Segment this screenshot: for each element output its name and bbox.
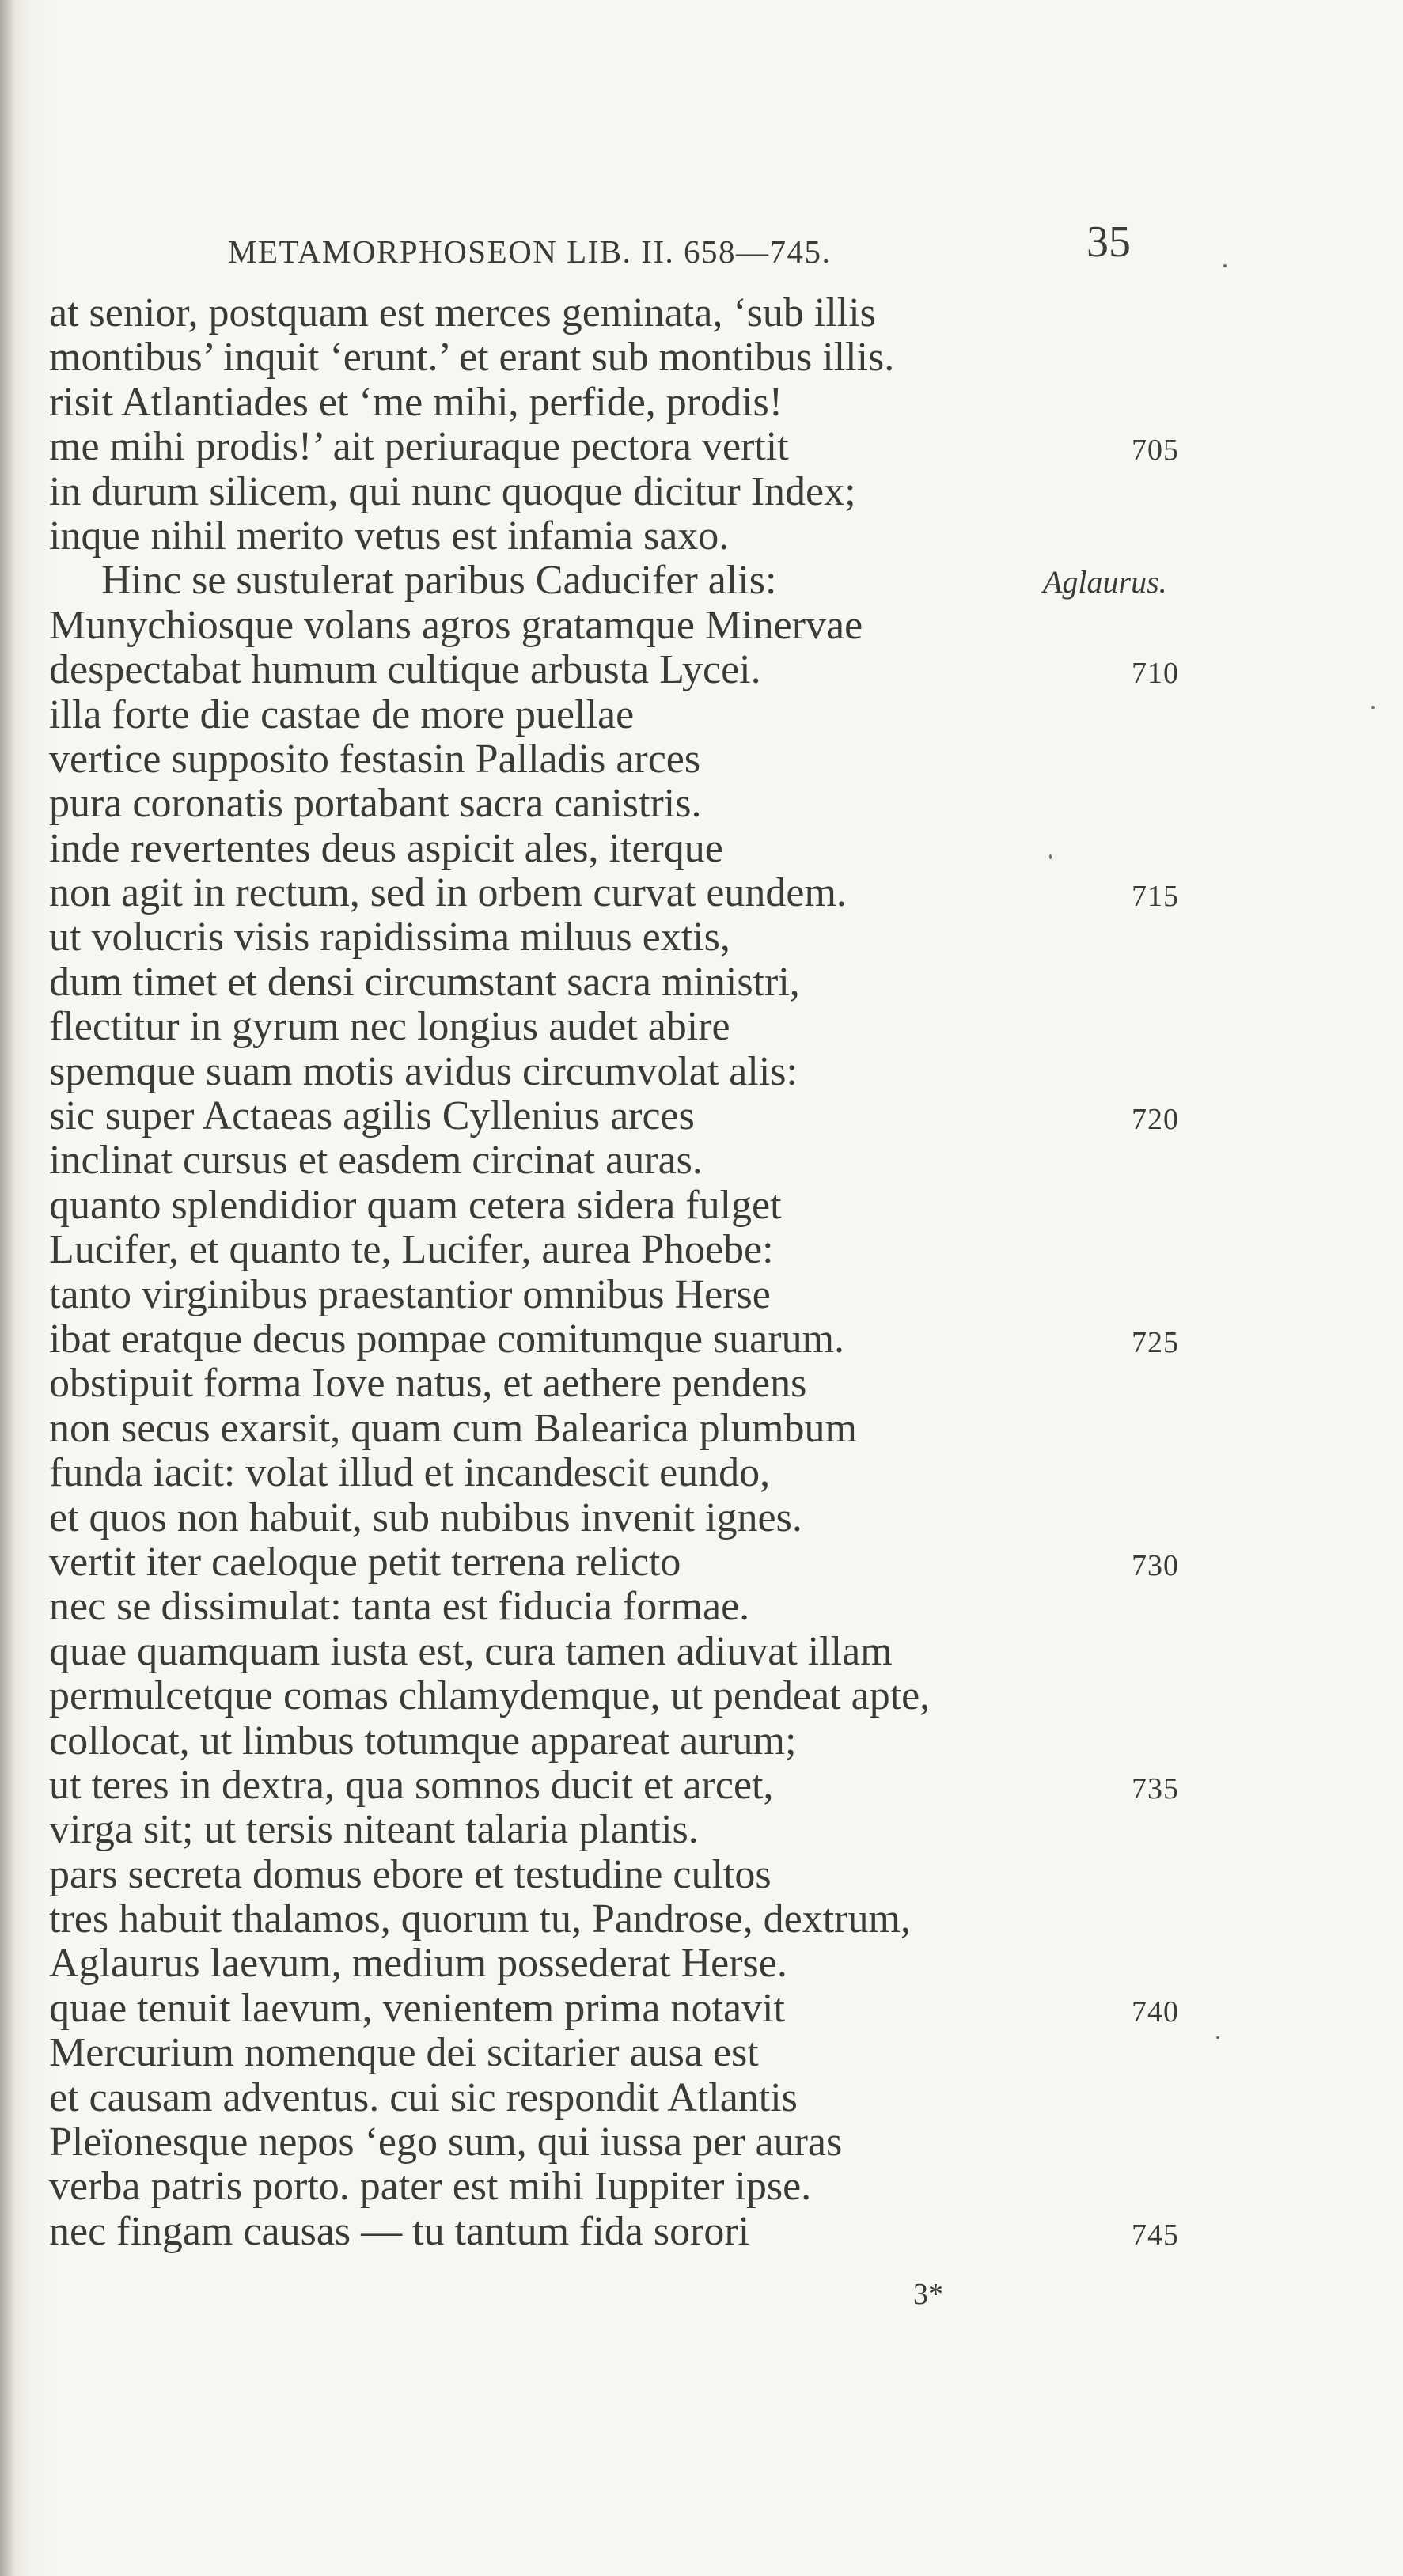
verse-text: risit Atlantiades et ‘me mihi, perfide, prodis! (49, 379, 783, 425)
verse-text: quae quamquam iusta est, cura tamen adiuvat illam (49, 1628, 893, 1674)
line-number: 705 (1132, 434, 1179, 468)
verse-line (49, 2031, 1378, 2075)
verse-text: despectabat humum cultique arbusta Lycei. (49, 647, 761, 693)
verse-text: inque nihil merito vetus est infamia saxo. (49, 513, 730, 559)
running-title: METAMORPHOSEON LIB. II. 658—745. (228, 233, 832, 270)
paper-speck (1371, 706, 1375, 709)
line-number: 720 (1132, 1103, 1179, 1137)
line-number: 715 (1132, 880, 1179, 914)
verse-line (49, 1362, 1378, 1406)
verse-line (49, 559, 1378, 603)
verse-line (49, 604, 1378, 648)
verse-line (49, 514, 1378, 559)
verse-text: in durum silicem, qui nunc quoque dicitur Index; (49, 468, 856, 514)
verse-line (49, 1540, 1378, 1585)
verse-text: Lucifer, et quanto te, Lucifer, aurea Phoebe: (49, 1227, 774, 1273)
line-number: 745 (1132, 2218, 1179, 2252)
verse-line (49, 335, 1378, 380)
verse-line (49, 1407, 1378, 1451)
verse-text: inde revertentes deus aspicit ales, iterque (49, 825, 723, 871)
verse-text: tanto virginibus praestantior omnibus Herse (49, 1271, 771, 1317)
verse-text: nec se dissimulat: tanta est fiducia formae. (49, 1584, 750, 1630)
verse-text: et causam adventus. cui sic respondit Atlantis (49, 2074, 798, 2120)
verse-text: Aglaurus laevum, medium possederat Herse. (49, 1941, 787, 1987)
verse-text: montibus’ inquit ‘erunt.’ et erant sub montibus illis. (49, 335, 895, 381)
verse-line (49, 782, 1378, 826)
verse-line (49, 425, 1378, 469)
verse-line (49, 871, 1378, 915)
verse-text: inclinat cursus et easdem circinat auras. (49, 1138, 703, 1184)
verse-line (49, 1228, 1378, 1272)
verse-text: quanto splendidior quam cetera sidera fulget (49, 1182, 782, 1228)
verse-text: pars secreta domus ebore et testudine cultos (49, 1851, 772, 1897)
verse-line (49, 1005, 1378, 1049)
verse-line (49, 291, 1378, 335)
page-number: 35 (1086, 218, 1131, 267)
line-number: 725 (1132, 1325, 1179, 1359)
verse-text: Pleïonesque nepos ‘ego sum, qui iussa per auras (49, 2120, 843, 2165)
line-number: 740 (1132, 1995, 1179, 2029)
verse-text: non agit in rectum, sed in orbem curvat eundem. (49, 870, 847, 916)
verse-text: illa forte die castae de more puellae (49, 691, 635, 737)
paper-speck (1049, 854, 1052, 859)
verse-text: vertit iter caeloque petit terrena relicto (49, 1539, 681, 1585)
verse-line (49, 960, 1378, 1005)
verse-text: quae tenuit laevum, venientem prima notavit (49, 1985, 785, 2031)
verse-line (49, 1674, 1378, 1718)
verse-line (49, 470, 1378, 514)
verse-line (49, 1585, 1378, 1629)
verse-line (49, 1138, 1378, 1183)
verse-line (49, 1184, 1378, 1228)
verse-line (49, 2120, 1378, 2165)
verse-line (49, 1496, 1378, 1540)
verse-line (49, 693, 1378, 737)
verse-text: permulcetque comas chlamydemque, ut pendeat apte, (49, 1673, 931, 1719)
verse-text: funda iacit: volat illud et incandescit eundo, (49, 1450, 771, 1496)
verse-text: Hinc se sustulerat paribus Caducifer alis: (101, 558, 777, 604)
verse-line (49, 1050, 1378, 1094)
verse-text: nec fingam causas — tu tantum fida sorori (49, 2208, 750, 2254)
running-header (228, 218, 1131, 277)
verse-text: Mercurium nomenque dei scitarier ausa est (49, 2030, 759, 2076)
verse-line (49, 1853, 1378, 1897)
verse-line (49, 915, 1378, 960)
verse-text: ut teres in dextra, qua somnos ducit et arcet, (49, 1762, 774, 1808)
verse-line (49, 1273, 1378, 1317)
verse-line (49, 1317, 1378, 1362)
page-gutter-shadow (0, 0, 14, 2576)
line-number: 730 (1132, 1548, 1179, 1582)
verse-line (49, 1987, 1378, 2031)
verse-text: dum timet et densi circumstant sacra ministri, (49, 959, 800, 1005)
verse-text: verba patris porto. pater est mihi Iuppiter ipse. (49, 2164, 812, 2210)
verse-line (49, 1719, 1378, 1763)
verse-text: ut volucris visis rapidissima miluus extis, (49, 915, 730, 960)
verse-text: flectitur in gyrum nec longius audet abire (49, 1004, 730, 1050)
verse-line (49, 1897, 1378, 1941)
verse-line (49, 1094, 1378, 1138)
verse-line (49, 2210, 1378, 2254)
verse-line (49, 1630, 1378, 1674)
verse-line (49, 1763, 1378, 1808)
verse-text: Munychiosque volans agros gratamque Minervae (49, 602, 863, 648)
verse-line (49, 381, 1378, 425)
paper-speck (1223, 264, 1227, 267)
verse-text: ibat eratque decus pompae comitumque suarum. (49, 1316, 845, 1362)
verse-text: non secus exarsit, quam cum Balearica plumbum (49, 1405, 857, 1451)
verse-line (49, 737, 1378, 782)
verse-text: collocat, ut limbus totumque appareat aurum; (49, 1718, 797, 1763)
line-number: 710 (1132, 657, 1179, 691)
verse-line (49, 1451, 1378, 1495)
verse-line (49, 1808, 1378, 1852)
verse-text: me mihi prodis!’ ait periuraque pectora vertit (49, 424, 789, 470)
verse-text: tres habuit thalamos, quorum tu, Pandrose, dextrum, (49, 1896, 911, 1942)
signature-mark: 3* (913, 2278, 943, 2311)
verse-text: sic super Actaeas agilis Cyllenius arces (49, 1093, 695, 1139)
verse-text: et quos non habuit, sub nubibus invenit ignes. (49, 1494, 802, 1540)
verse-line (49, 1941, 1378, 1986)
verse-line (49, 2076, 1378, 2120)
verse-text: spemque suam motis avidus circumvolat alis: (49, 1048, 798, 1094)
marginal-note: Aglaurus. (1043, 564, 1167, 600)
verse-text: virga sit; ut tersis niteant talaria plantis. (49, 1807, 699, 1853)
poem-text (49, 291, 1378, 2254)
paper-speck (1216, 2036, 1219, 2039)
verse-text: at senior, postquam est merces geminata, ‘sub illis (49, 290, 876, 335)
verse-line (49, 827, 1378, 871)
verse-line (49, 2165, 1378, 2209)
verse-text: obstipuit forma Iove natus, et aethere pendens (49, 1361, 807, 1407)
verse-text: vertice supposito festasin Palladis arces (49, 736, 701, 782)
line-number: 735 (1132, 1771, 1179, 1805)
verse-line (49, 648, 1378, 692)
verse-text: pura coronatis portabant sacra canistris. (49, 781, 702, 827)
